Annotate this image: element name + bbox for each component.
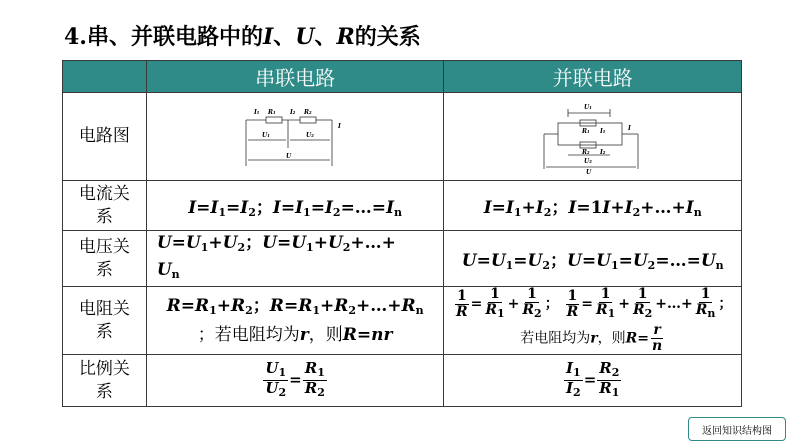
parallel-circuit-svg (538, 99, 648, 175)
parallel-ratio-formula: $\frac{I_1}{I_2}$ = $\frac{R_2}{R_1}$ (444, 355, 742, 407)
series-voltage-formula: $U=U_1+U_2$；$U=U_1+U_2+\dots+$ $U_n$ (146, 231, 444, 287)
parallel-current-formula: $I=I_1+I_2$；$I=1I+I_2+\dots+I_n$ (444, 181, 742, 231)
label-p-R1: R₁ (581, 127, 590, 135)
series-circuit-svg (240, 102, 350, 172)
row-label-current: 电流关 系 (63, 181, 147, 231)
label-p-I1: I₁ (599, 127, 606, 135)
row-label-diagram: 电路图 (63, 93, 147, 181)
label-p-U: U (585, 168, 591, 175)
header-parallel: 并联电路 (444, 61, 742, 93)
label-p-U1: U₁ (583, 103, 592, 111)
label-R2: R₂ (304, 108, 312, 116)
parallel-voltage-formula: $U=U_1=U_2$；$U=U_1=U_2=\dots=U_n$ (444, 231, 742, 287)
row-label-voltage: 电压关 系 (63, 231, 147, 287)
page-title: 4.串、并联电路中的I、U、R的关系 (64, 24, 421, 50)
label-I1: I₁ (254, 108, 260, 116)
series-circuit-diagram (146, 93, 444, 181)
row-label-resistance: 电阻关 系 (63, 287, 147, 355)
label-U: U (286, 152, 292, 160)
header-corner (63, 61, 147, 93)
parallel-resistance-formula: $\frac{1}{R}$ = $\frac{1}{R_1}$ + $\frac{1}{R_2}$ ； $\frac{1}{R}$ = $\frac{1}{R_1}$ + $\frac{1}{R_2}$ +…+ $\frac{1}{R_n}$ ； 若电阻均为r，则R= $\frac{r}{n}$ (444, 287, 742, 355)
label-p-I: I (627, 124, 631, 132)
series-ratio-formula: $\frac{U_1}{U_2}$ = $\frac{R_1}{R_2}$ (146, 355, 444, 407)
label-I2: I₂ (290, 108, 296, 116)
label-U1: U₁ (262, 131, 270, 139)
label-I: I (338, 122, 341, 130)
label-R1: R₁ (268, 108, 276, 116)
label-p-I2: I₂ (599, 148, 606, 156)
series-current-formula: $I=I_1=I_2$；$I=I_1=I_2=\dots=I_n$ (146, 181, 444, 231)
header-series: 串联电路 (146, 61, 444, 93)
label-p-U2: U₂ (583, 157, 592, 165)
parallel-circuit-diagram (444, 93, 742, 181)
relations-table (62, 60, 742, 407)
row-label-ratio: 比例关 系 (63, 355, 147, 407)
back-to-knowledge-map-button[interactable]: 返回知识结构图 (688, 417, 786, 441)
series-resistance-formula: $R=R_1+R_2$；$R=R_1+R_2+\dots+R_n$ ；若电阻均为r，则R=nr (146, 287, 444, 355)
label-U2: U₂ (306, 131, 314, 139)
label-p-R2: R₂ (581, 148, 590, 156)
